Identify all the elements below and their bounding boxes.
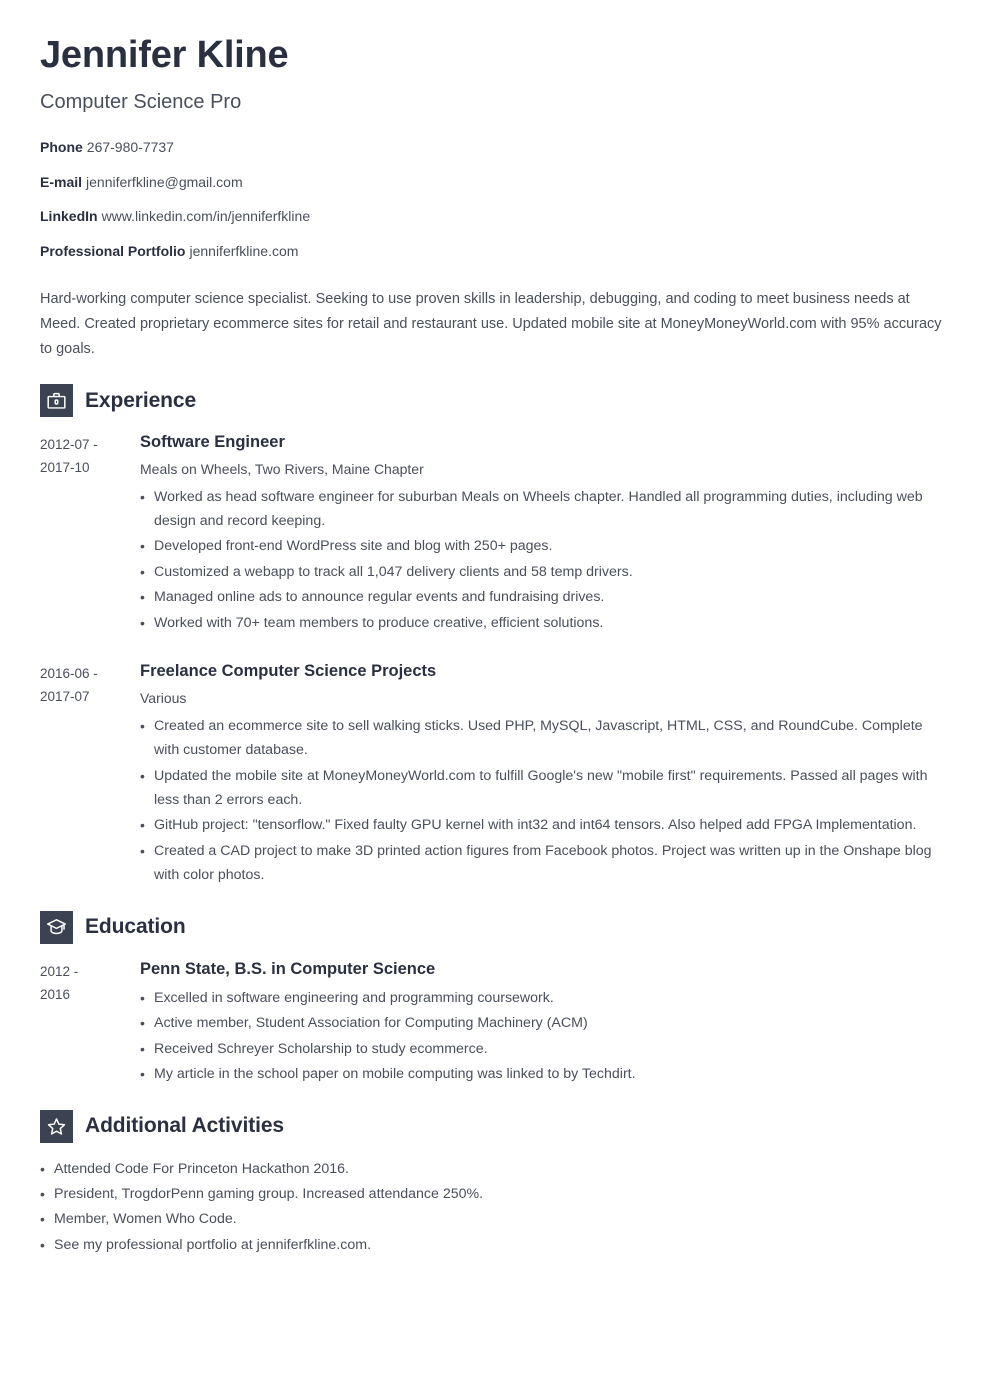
contact-value-portfolio[interactable]: jenniferfkline.com <box>189 243 299 260</box>
section-spacer <box>40 893 950 911</box>
contact-label-linkedin: LinkedIn <box>40 208 98 225</box>
entry-body <box>140 958 950 1088</box>
entry-date-start: 2016-06 - <box>40 666 98 682</box>
section-title-additional-activities: Additional Activities <box>85 1114 284 1138</box>
list-item: • My article in the school paper on mobile computing was linked to by Techdirt. <box>140 1062 950 1086</box>
contact-row-phone <box>40 138 950 157</box>
candidate-name: Jennifer Kline <box>40 34 289 76</box>
contact-value-email[interactable]: jenniferfkline@gmail.com <box>86 173 243 190</box>
section-title-education: Education <box>85 915 186 939</box>
entry-title: Penn State, B.S. in Computer Science <box>140 959 436 978</box>
section-spacer <box>40 1092 950 1110</box>
list-item: • Updated the mobile site at MoneyMoneyWorld.com to fulfill Google's new "mobile first" requirements. Passed all pages with less than 2 errors each. <box>140 764 950 813</box>
entry-body <box>140 660 950 889</box>
entry-bullet-list <box>140 714 950 888</box>
list-item: • Customized a webapp to track all 1,047 delivery clients and 58 temp drivers. <box>140 560 950 584</box>
section-title-experience: Experience <box>85 388 197 412</box>
entry-date-start: 2012 - <box>40 963 79 979</box>
entry-dates <box>40 958 140 1088</box>
education-entry <box>40 958 950 1088</box>
entry-bullet-list <box>140 986 950 1087</box>
entry-date-start: 2012-07 - <box>40 437 98 453</box>
contact-value-linkedin[interactable]: www.linkedin.com/in/jenniferfkline <box>101 208 311 225</box>
list-item: • See my professional portfolio at jenniferfkline.com. <box>40 1233 950 1257</box>
entry-title: Freelance Computer Science Projects <box>140 662 437 681</box>
experience-entry <box>40 431 950 636</box>
entry-date-end: 2017-10 <box>40 460 90 476</box>
list-item: • GitHub project: "tensorflow." Fixed faulty GPU kernel with int32 and int64 tensors. Also helped add FPGA Implementation. <box>140 813 950 837</box>
entry-organization: Meals on Wheels, Two Rivers, Maine Chapter <box>140 461 424 478</box>
contact-label-phone: Phone <box>40 138 83 155</box>
contact-row-linkedin <box>40 207 950 226</box>
additional-activities-bullet-list <box>40 1157 950 1258</box>
list-item: • Active member, Student Association for Computing Machinery (ACM) <box>140 1011 950 1035</box>
entry-dates <box>40 431 140 636</box>
list-item: • President, TrogdorPenn gaming group. Increased attendance 250%. <box>40 1182 950 1206</box>
list-item: • Member, Women Who Code. <box>40 1207 950 1231</box>
contact-row-portfolio <box>40 242 950 261</box>
section-experience <box>40 384 950 889</box>
list-item: • Received Schreyer Scholarship to study ecommerce. <box>140 1037 950 1061</box>
contact-label-email: E-mail <box>40 173 83 190</box>
entry-bullet-list <box>140 485 950 636</box>
section-header-experience <box>40 384 950 417</box>
section-additional-activities <box>40 1110 950 1258</box>
entry-organization: Various <box>140 690 187 707</box>
list-item: • Worked with 70+ team members to produce creative, efficient solutions. <box>140 611 950 635</box>
list-item: • Created an ecommerce site to sell walking sticks. Used PHP, MySQL, Javascript, HTML, CSS, and RoundCube. Complete with customer database. <box>140 714 950 763</box>
entry-dates <box>40 660 140 889</box>
list-item: • Worked as head software engineer for suburban Meals on Wheels chapter. Handled all programming duties, including web design and record keeping. <box>140 485 950 534</box>
briefcase-icon <box>40 384 73 417</box>
section-education <box>40 911 950 1088</box>
experience-entry <box>40 660 950 889</box>
list-item: • Developed front-end WordPress site and blog with 250+ pages. <box>140 534 950 558</box>
section-header-education <box>40 911 950 944</box>
entry-date-end: 2016 <box>40 986 71 1002</box>
list-item: • Managed online ads to announce regular events and fundraising drives. <box>140 585 950 609</box>
entry-date-end: 2017-07 <box>40 689 90 705</box>
contact-value-phone[interactable]: 267-980-7737 <box>86 138 174 155</box>
contact-list <box>40 138 950 262</box>
entry-spacer <box>40 650 950 660</box>
contact-label-portfolio: Professional Portfolio <box>40 243 186 260</box>
star-icon <box>40 1110 73 1143</box>
graduation-cap-icon <box>40 911 73 944</box>
list-item: • Excelled in software engineering and programming coursework. <box>140 986 950 1010</box>
professional-summary: Hard-working computer science specialist. Seeking to use proven skills in leadership, debugging, and coding to meet business needs at Meed. Created proprietary ecommerce sites for retail and restaurant use. Updated mobile site at MoneyMoneyWorld.com with 95% accuracy to goals. <box>40 291 942 358</box>
resume-header <box>40 34 950 114</box>
list-item: • Attended Code For Princeton Hackathon 2016. <box>40 1157 950 1181</box>
contact-row-email <box>40 173 950 192</box>
candidate-job-title: Computer Science Pro <box>40 90 242 113</box>
entry-title: Software Engineer <box>140 433 285 452</box>
section-header-additional-activities <box>40 1110 950 1143</box>
list-item: • Created a CAD project to make 3D printed action figures from Facebook photos. Project was written up in the Onshape blog with color photos. <box>140 839 950 888</box>
entry-body <box>140 431 950 636</box>
